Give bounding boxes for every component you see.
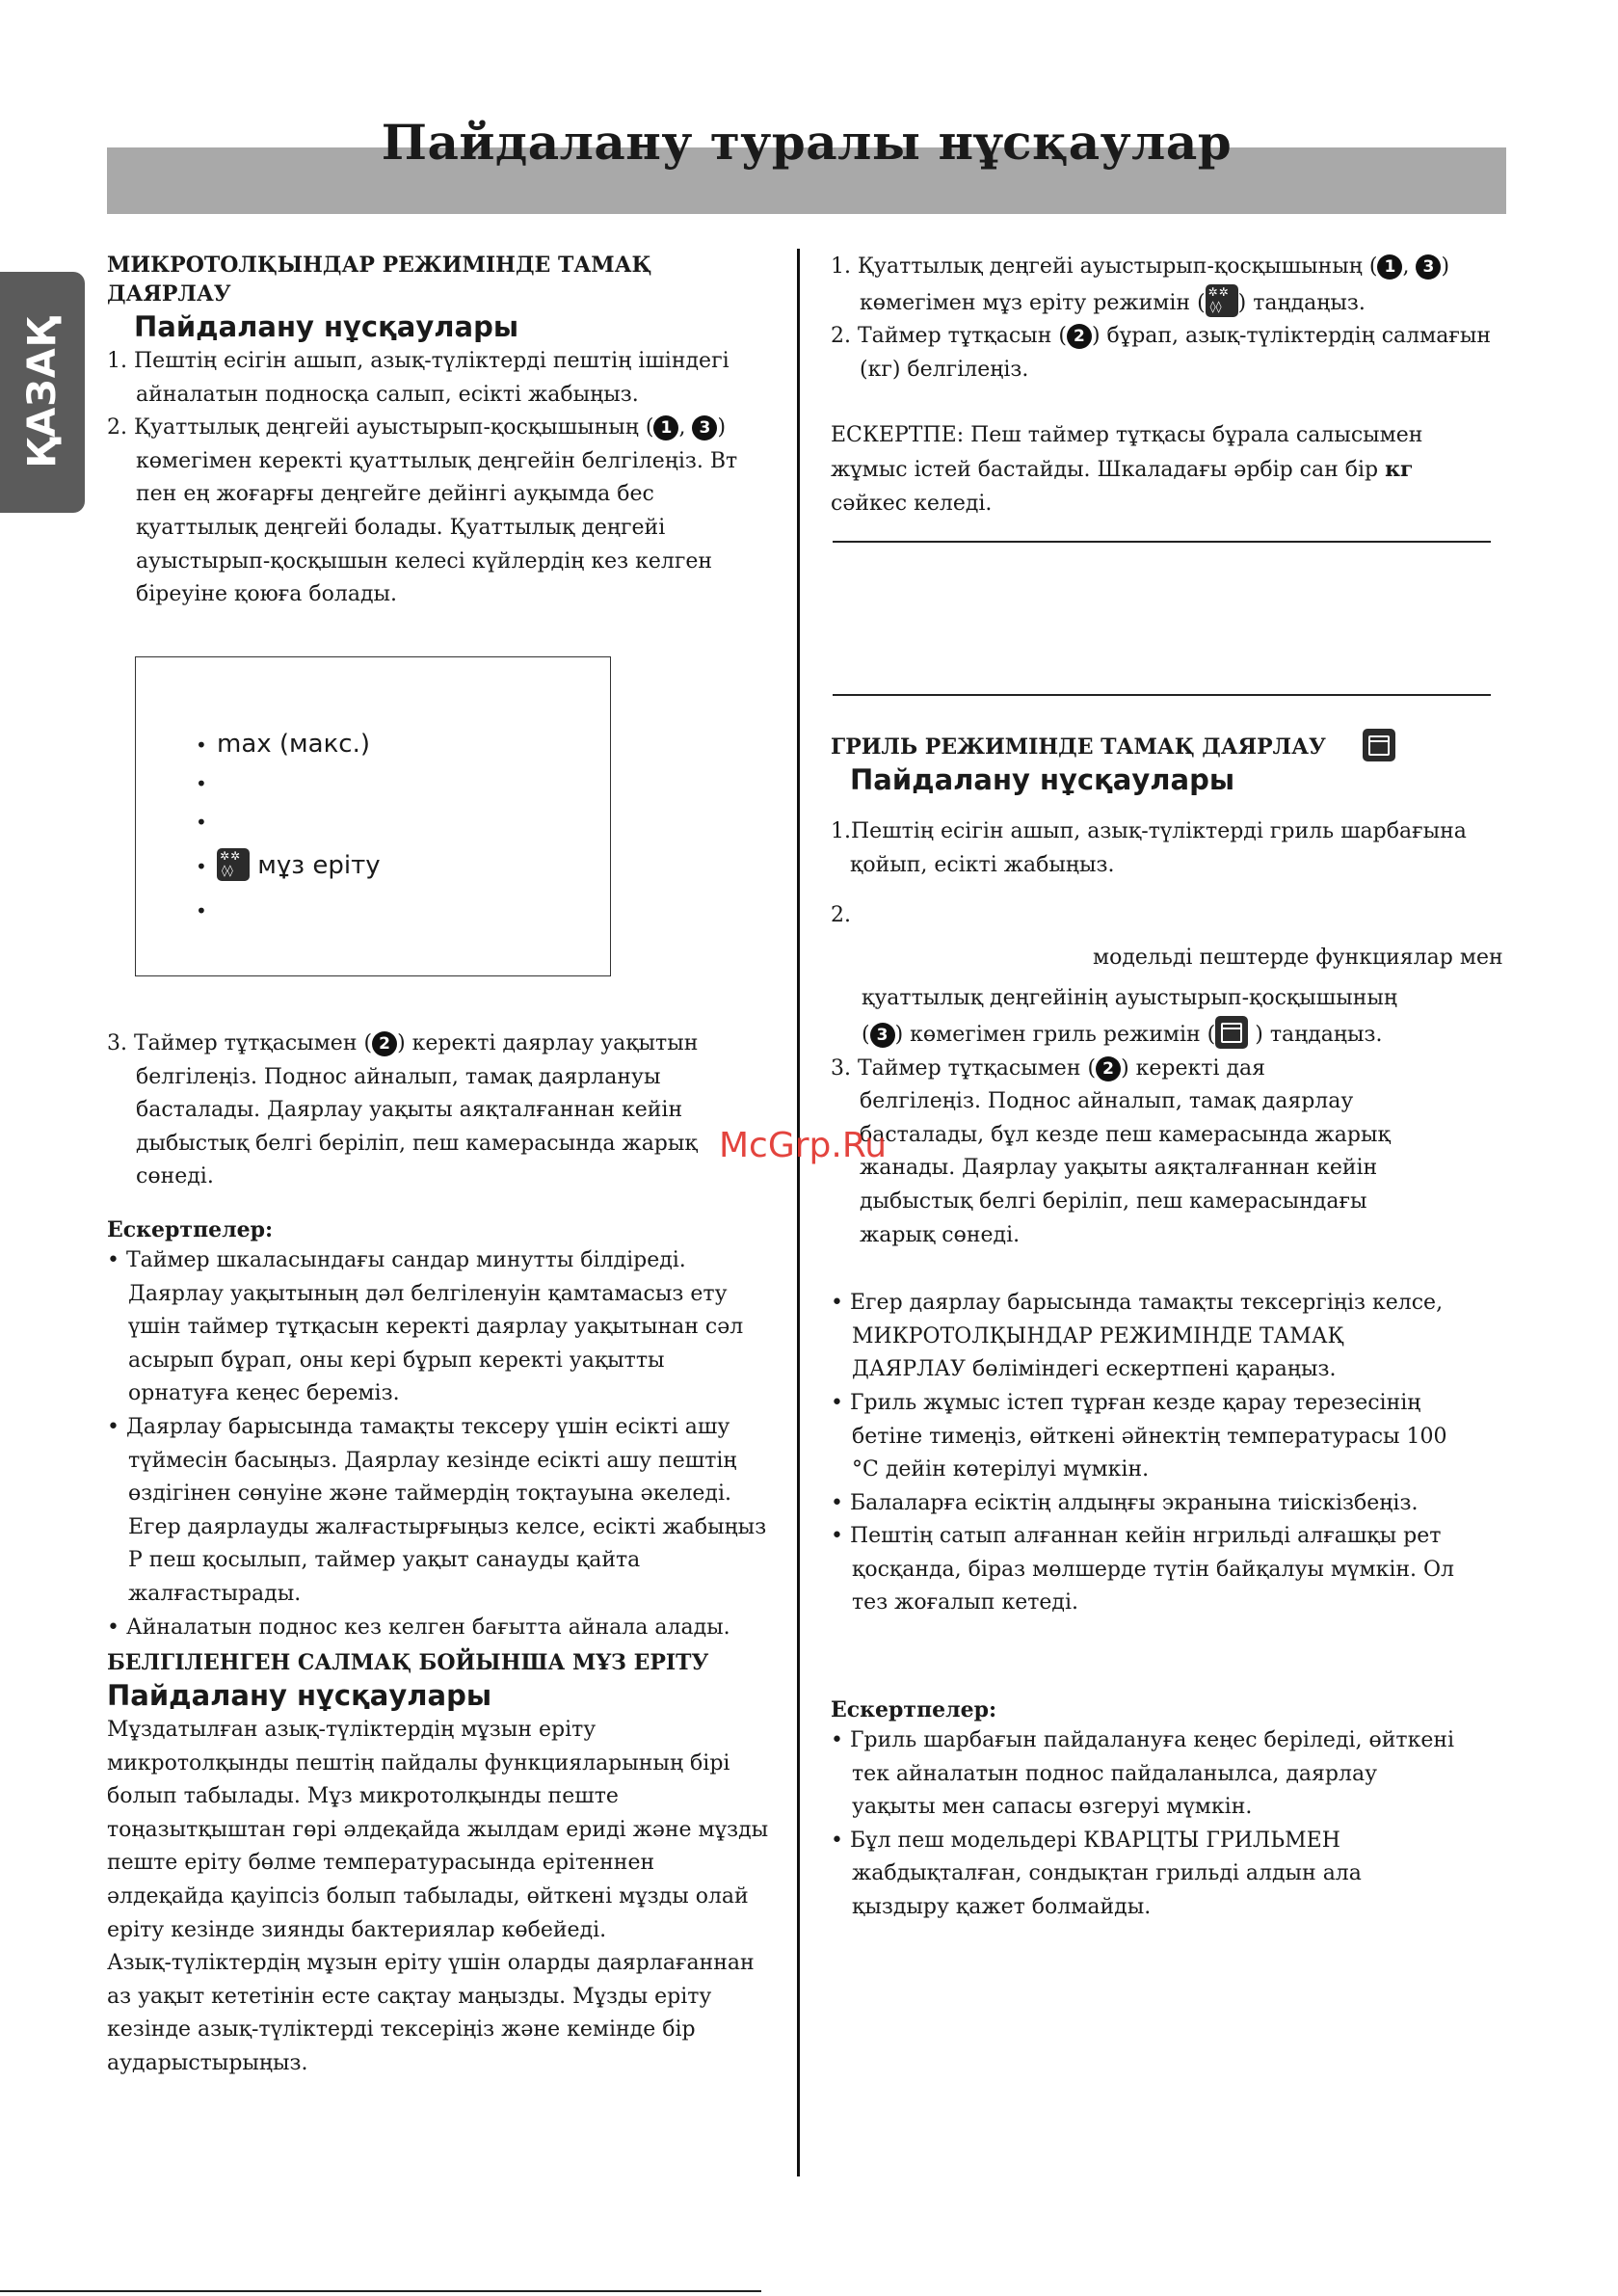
power-level-blank-1 [196, 763, 381, 802]
left-column-top [107, 251, 772, 612]
power-level-thaw [196, 841, 381, 891]
micro-step-2-rest: ) көмегімен керекті қуаттылық деңгейін белгілеңіз. Вт пен ең жоғарғы деңгейге дейінгі ауқымда бес қуаттылық деңгейі болады. Қуаттылық деңгейі ауыстырып-қосқышын келесі күйлердің кез келген біреуіне қоюға болады. [136, 415, 738, 607]
micro-step-3-text: 3. Таймер тұтқасымен ( [107, 1031, 373, 1055]
divider-line-2 [833, 694, 1491, 696]
micro-step-3 [107, 1028, 772, 1194]
grill-note-1: • Гриль шарбағын пайдалануға кеңес беріледі, өйткені тек айналатын поднос пайдаланылса, даярлау уақыты мен сапасы өзгеруі мүмкін. [831, 1728, 1455, 1820]
grill-section-heading-text: ГРИЛЬ РЕЖИМІНДЕ ТАМАҚ ДАЯРЛАУ [831, 734, 1326, 760]
thaw-note [831, 419, 1492, 521]
snowflake-drops-icon [217, 848, 250, 881]
page-title: Пайдалану туралы нұсқаулар [381, 114, 1233, 171]
thaw-step-2 [831, 320, 1492, 387]
thaw-step-1-end: ) таңдаңыз. [1237, 290, 1366, 315]
grill-note-2: • Бұл пеш модельдері КВАРЦТЫ ГРИЛЬМЕН жабдықталған, сондықтан грильді алдын ала қыздыру қажет болмайды. [831, 1828, 1362, 1920]
micro-subheading: Пайдалану нұсқаулары [134, 310, 519, 343]
thaw-paragraph-2: Азық-түліктердің мұзын еріту үшін оларды даярлағаннан аз уақыт кететінін есте сақтау маңызды. Мұзды еріту кезінде азық-түліктерді тексеріңіз және кемінде бір аударыстырыңыз. [107, 1951, 755, 2076]
grill-bullet-1: • Егер даярлау барысында тамақты тексергіңіз келсе, МИКРОТОЛҚЫНДАР РЕЖИМІНДЕ ТАМАҚ ДАЯРЛАУ бөліміндегі ескертпені қараңыз. [831, 1291, 1444, 1382]
knob-3-icon: 3 [1416, 254, 1441, 280]
grill-bullet-4: • Пештің сатып алғаннан кейін нгрильді алғашқы рет қосқанда, біраз мөлшерде түтін байқалуы мүмкін. Ол тез жоғалып кетеді. [831, 1524, 1455, 1615]
right-column-grill [831, 729, 1505, 1925]
thaw-note-end: сәйкес келеді. [831, 491, 993, 516]
grill-step-1: 1.Пештің есігін ашып, азық-түліктерді гриль шарбағына қойып, есікті жабыңыз. [831, 819, 1467, 877]
micro-step-2-comma: , [678, 415, 686, 441]
knob-3-icon: 3 [870, 1023, 895, 1048]
power-levels-box [135, 656, 611, 976]
knob-2-icon: 2 [1096, 1056, 1121, 1081]
snowflake-drops-icon [1206, 284, 1238, 317]
language-tab [0, 272, 85, 513]
thaw-step-1-mid: ) көмегімен мұз еріту режимін ( [860, 254, 1450, 315]
thaw-step-1-text: 1. Қуаттылық деңгейі ауыстырып-қосқышының ( [831, 254, 1378, 279]
grill-step-2-mid: ) көмегімен гриль режимін ( [894, 1022, 1216, 1047]
power-levels-list [196, 725, 381, 929]
column-divider [797, 249, 800, 2176]
micro-note-3: • Айналатын поднос кез келген бағытта айнала алады. [107, 1615, 730, 1640]
grill-section-heading [831, 729, 1505, 761]
thaw-note-unit: кг [1385, 456, 1414, 482]
grill-step-2: қуаттылық деңгейінің ауыстырып-қосқышының ( 3 ) көмегімен гриль режимін ( ) таңдаңыз. [862, 986, 1398, 1047]
micro-note-1: • Таймер шкаласындағы сандар минутты білдіреді. Даярлау уақытының дәл белгіленуін қамтамасыз ету үшін таймер тұтқасын керекті даярлау уақытынан сәл асырып бұрап, оны кері бұрып керекті уақытты орнатуға кеңес беремiз. [107, 1247, 744, 1406]
bottom-rule [0, 2290, 761, 2292]
grill-subheading: Пайдалану нұсқаулары [850, 763, 1235, 796]
knob-2-icon: 2 [372, 1031, 397, 1056]
grill-step-3-continued: белгілеңіз. Поднос айналып, тамақ даярлау басталады, бұл кезде пеш камерасында жарық жанады. Даярлау уақыты аяқталғаннан кейін дыбыстық белгі беріліп, пеш камерасындағы жарық сөнеді. [860, 1089, 1391, 1247]
thaw-section-heading: БЕЛГІЛЕНГЕН САЛМАҚ БОЙЫНША МҰЗ ЕРІТУ [107, 1650, 709, 1676]
grill-step-3-text: 3. Таймер тұтқасымен ( [831, 1055, 1097, 1081]
grill-step-2-line: модельді пештерде функциялар мен [1093, 945, 1503, 970]
grill-bullet-2: • Гриль жұмыс істеп тұрған кезде қарау терезесінің бетіне тимеңіз, өйткені әйнектің температурасы 100 °С дейін көтерілуі мүмкін. [831, 1390, 1447, 1482]
watermark: McGrp.Ru [719, 1126, 888, 1165]
power-level-blank-3 [196, 891, 381, 929]
thaw-note-text: ЕСКЕРТПЕ: Пеш таймер тұтқасы бұрала салысымен жұмыс істей бастайды. Шкаладағы әрбір сан бір [831, 423, 1423, 482]
power-level-max: • max (макс.) [196, 725, 381, 763]
thaw-step-1 [831, 251, 1492, 320]
grill-icon [1363, 729, 1395, 761]
right-column-top [831, 251, 1492, 521]
grill-notes [831, 1724, 1505, 1925]
thaw-step-1-comma: , [1402, 254, 1410, 279]
power-level-blank-2 [196, 802, 381, 841]
knob-1-icon: 1 [1377, 254, 1402, 280]
grill-step-2-number: 2. [831, 903, 851, 928]
micro-section-heading: МИКРОТОЛҚЫНДАР РЕЖИМІНДЕ ТАМАҚ ДАЯРЛАУ [107, 253, 652, 307]
left-column-bottom [107, 1028, 772, 2081]
grill-bullets [831, 1287, 1505, 1620]
power-level-thaw-label: мұз еріту [257, 851, 381, 880]
thaw-subheading: Пайдалану нұсқаулары [107, 1679, 492, 1713]
thaw-step-2-rest: ) бұрап, азық-түліктердің салмағын (кг) белгілеңіз. [860, 324, 1492, 382]
grill-notes-title: Ескертпелер: [831, 1697, 997, 1723]
grill-step-3 [831, 1053, 1505, 1086]
thaw-paragraph-1: Мұздатылған азық-түліктердің мұзын еріту микротолқынды пештің пайдалы функцияларының бірі болып табылады. Мұз микротолқынды пеште тоңазытқыштан гөрі әлдеқайда жылдам ериді және мұзды пеште еріту бөлме температурасында ерітеннен әлдеқайда қауіпсіз болып табылады, өйткені мұзды олай еріту кезінде зиянды бактериялар көбейеді. [107, 1718, 769, 1942]
language-tab-label: ҚАЗАҚ [20, 316, 65, 468]
grill-bullet-3: • Балаларға есіктің алдыңғы экранына тиіскізбеңіз. [831, 1490, 1419, 1515]
divider-line-1 [833, 541, 1491, 543]
micro-step-3-rest: ) керекті даярлау уақытын белгілеңіз. Поднос айналып, тамақ даярлануы басталады. Даярлау уақыты аяқталғаннан кейін дыбыстық белгі беріліп, пеш камерасында жарық сөнеді. [136, 1031, 699, 1189]
grill-step-3-mid: ) керекті дая [1121, 1055, 1266, 1081]
grill-step-2-end: ) таңдаңыз. [1255, 1022, 1383, 1047]
micro-step-1: 1. Пештің есігін ашып, азық-түліктерді пештің ішіндегі айналатын подносқа салып, есікті жабыңыз. [107, 349, 729, 407]
grill-icon [1215, 1016, 1248, 1049]
knob-1-icon: 1 [653, 415, 678, 441]
grill-step-2-text: қуаттылық деңгейінің ауыстырып-қосқышының [862, 986, 1398, 1011]
micro-note-2: • Даярлау барысында тамақты тексеру үшін есікті ашу түймесін басыңыз. Даярлау кезінде есікті ашу пештің өздігінен сөнуіне және таймердің тоқтауына әкеледі. Егер даярлауды жалғастырғыңыз келсе, есікті жабыңыз Р пеш қосылып, таймер уақыт санауды қайта жалғастырады. [107, 1414, 767, 1606]
knob-2-icon: 2 [1067, 324, 1092, 349]
micro-notes-title: Ескертпелер: [107, 1216, 274, 1242]
thaw-step-2-text: 2. Таймер тұтқасын ( [831, 324, 1067, 349]
micro-step-2-text: 2. Қуаттылық деңгейі ауыстырып-қосқышының ( [107, 415, 654, 441]
knob-3-icon: 3 [692, 415, 717, 441]
micro-step-2 [107, 412, 772, 612]
